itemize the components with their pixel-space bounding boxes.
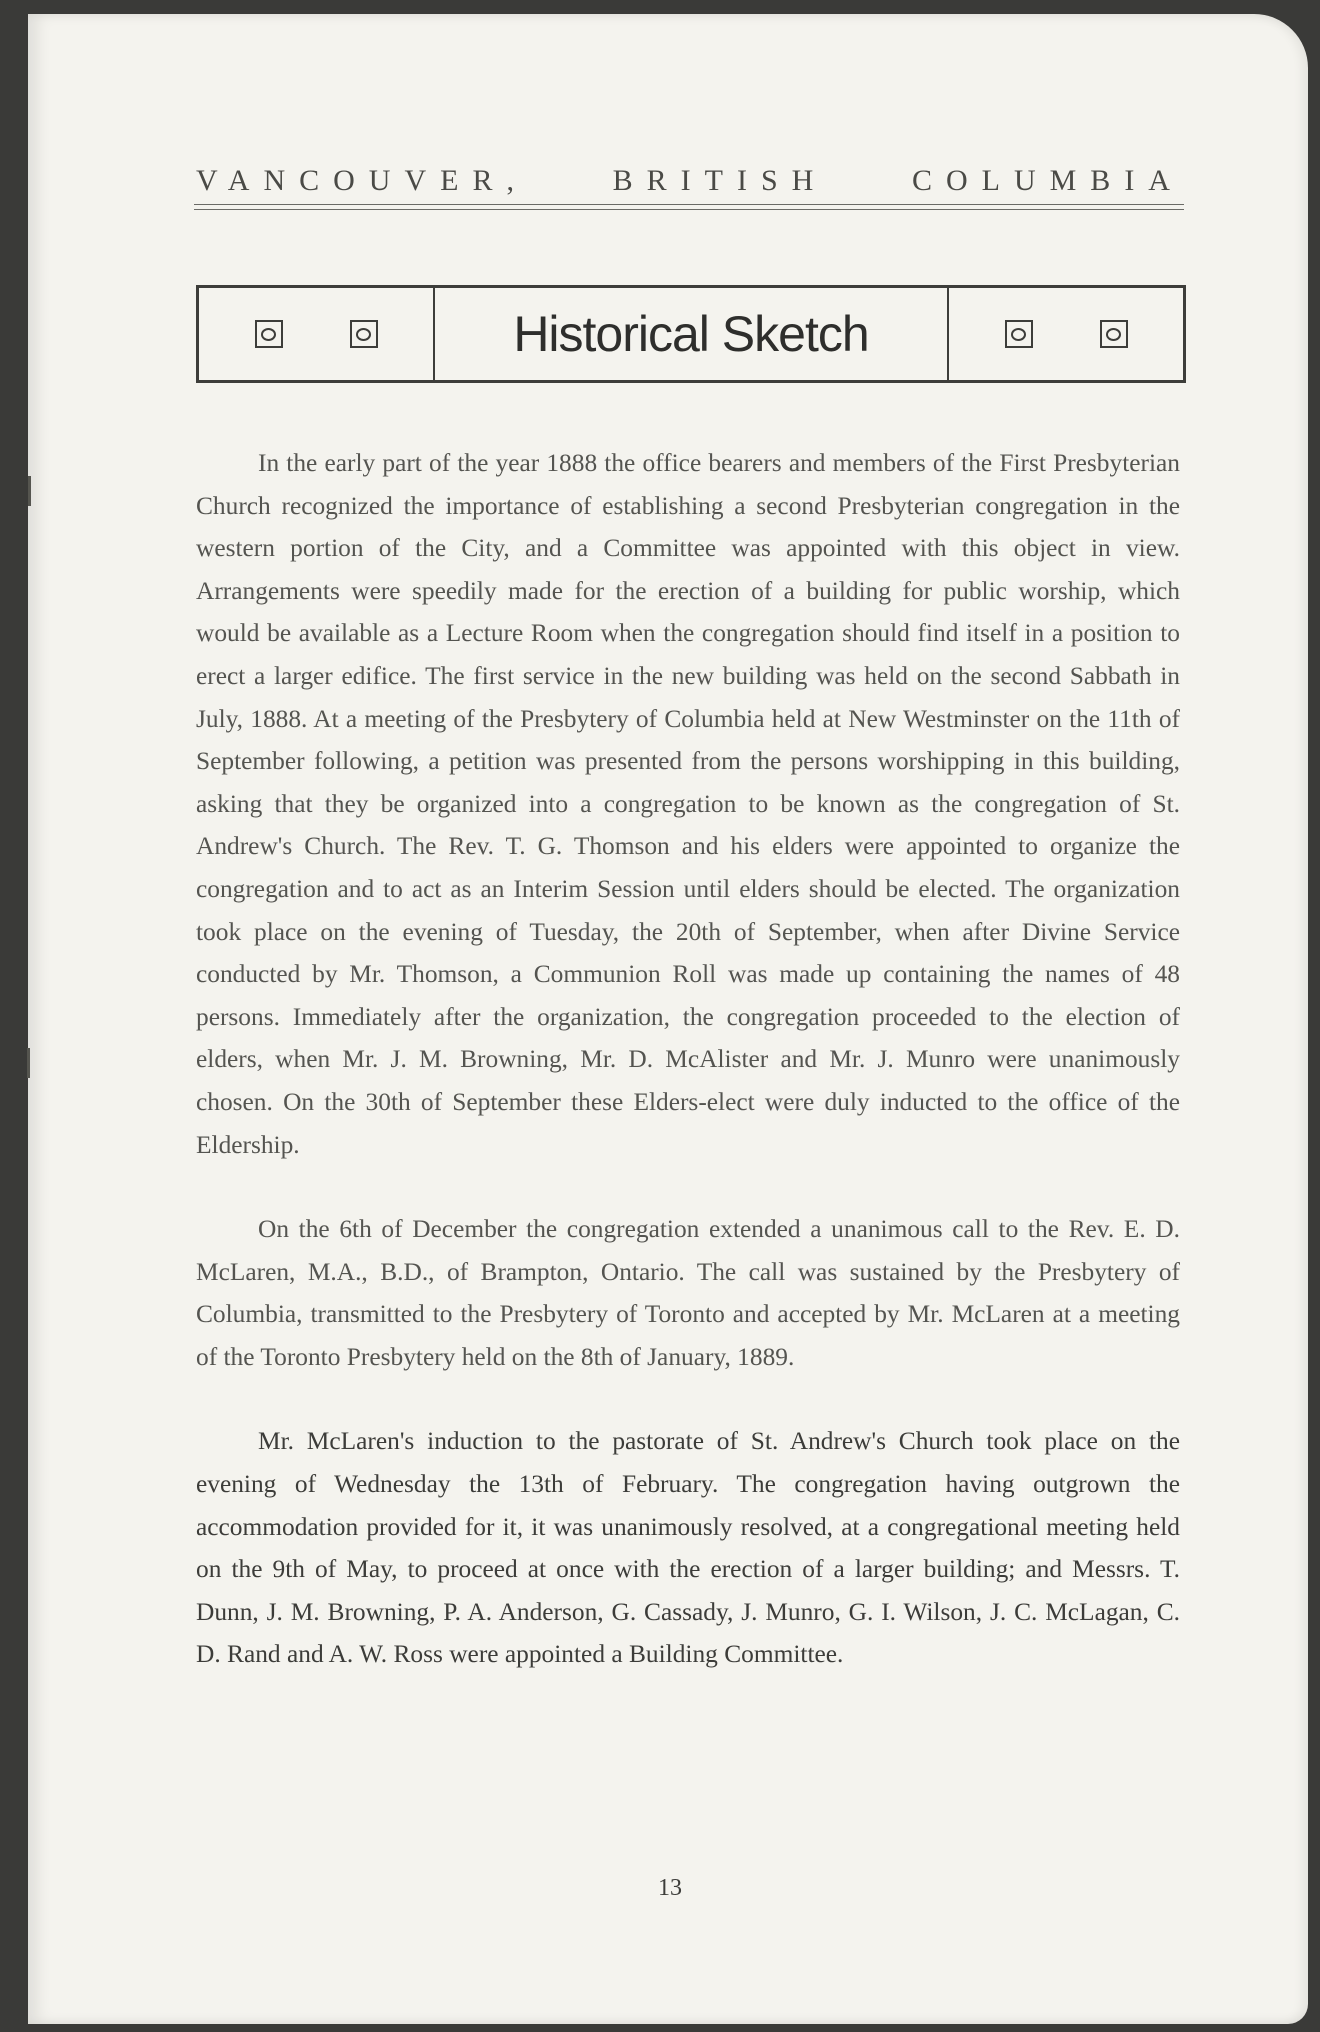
running-head-city: VANCOUVER,: [196, 164, 528, 197]
running-head: [196, 162, 1184, 198]
gutter-mark: [27, 1048, 30, 1078]
running-head-rule-top: [194, 204, 1184, 205]
body-text: [196, 442, 1180, 1718]
running-head-province-2: COLUMBIA: [911, 164, 1184, 197]
square-ornament-icon: [1100, 320, 1128, 348]
running-head-province-1: BRITISH: [612, 164, 828, 197]
gutter-mark: [28, 476, 31, 506]
page-number: 13: [658, 1875, 682, 1901]
square-ornament-icon: [255, 320, 283, 348]
title-ornaments-left: [199, 288, 433, 380]
section-title: Historical Sketch: [513, 306, 869, 362]
paragraph-call: On the 6th of December the congregation extended a unanimous call to the Rev. E. D. McLaren, M.A., B.D., of Brampton, Ontario. The call was sustained by the Presbytery of Columbia, transmitted to the Presbytery of Toronto and accepted by Mr. McLaren at a meeting of the Toronto Presbytery held on the 8th of January, 1889.: [196, 1215, 1180, 1371]
title-ornaments-right: [949, 288, 1183, 380]
square-ornament-icon: [350, 320, 378, 348]
title-cell: [433, 288, 949, 380]
paragraph-founding: In the early part of the year 1888 the office bearers and members of the First Presbyterian Church recognized the importance of establishing a second Presbyterian congregation in the western portion of the City, and a Committee was appointed with this object in view. Arrangements were speedily made for the erection of a building for public worship, which would be available as a Lecture Room when the congregation should find itself in a position to erect a larger edifice. The first service in the new building was held on the second Sabbath in July, 1888. At a meeting of the Presbytery of Columbia held at New Westminster on the 11th of September following, a petition was presented from the persons worshipping in this building, asking that they be organized into a congregation to be known as the congregation of St. Andrew's Church. The Rev. T. G. Thomson and his elders were appointed to organize the congregation and to act as an Interim Session until elders should be elected. The organization took place on the evening of Tuesday, the 20th of September, when after Divine Service conducted by Mr. Thomson, a Communion Roll was made up containing the names of 48 persons. Immediately after the organization, the congregation proceeded to the election of elders, when Mr. J. M. Browning, Mr. D. McAlister and Mr. J. Munro were unanimously chosen. On the 30th of September these Elders-elect were duly inducted to the office of the Eldership.: [196, 449, 1180, 1159]
title-box: [196, 285, 1186, 383]
paragraph-induction: Mr. McLaren's induction to the pastorate of St. Andrew's Church took place on the evening of Wednesday the 13th of February. The congregation having outgrown the accommodation provided for it, it was unanimously resolved, at a congregational meeting held on the 9th of May, to proceed at once with the erection of a larger building; and Messrs. T. Dunn, J. M. Browning, P. A. Anderson, G. Cassady, J. Munro, G. I. Wilson, J. C. McLagan, C. D. Rand and A. W. Ross were appointed a Building Committee.: [196, 1427, 1180, 1669]
square-ornament-icon: [1005, 320, 1033, 348]
running-head-rule-bottom: [194, 209, 1184, 210]
